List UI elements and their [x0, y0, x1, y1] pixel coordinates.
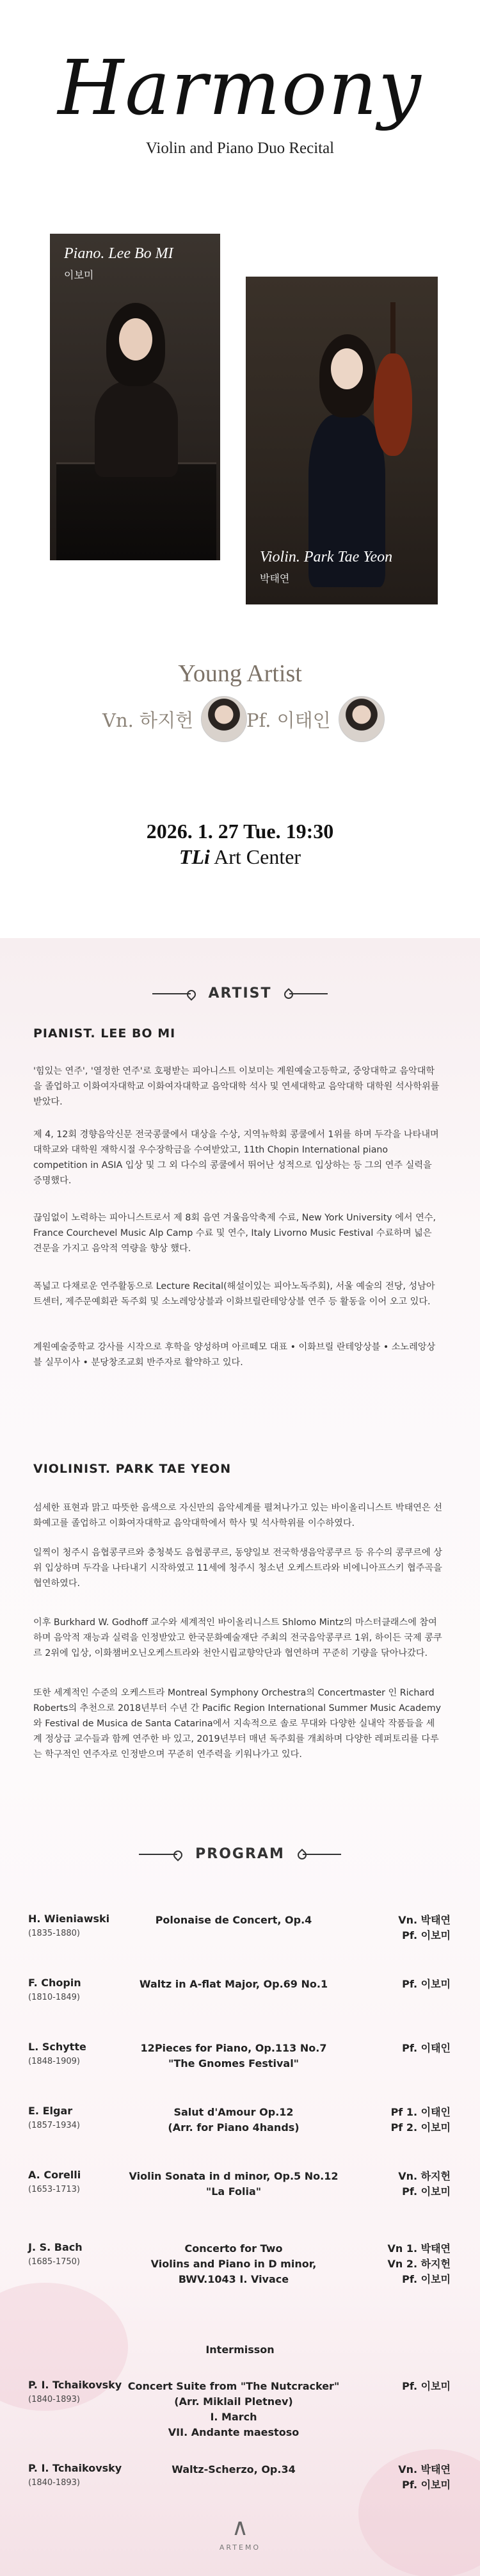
ornament-icon	[303, 1854, 341, 1855]
piece-title	[102, 2041, 365, 2071]
performer-name: Pf. 이보미	[402, 2185, 451, 2198]
performers	[388, 2241, 451, 2287]
composer-years: (1835-1880)	[28, 1929, 81, 1938]
footer-logo	[0, 2516, 480, 2552]
performers	[391, 2105, 451, 2135]
piece-title-line: Waltz in A-flat Major, Op.69 No.1	[139, 1978, 328, 1990]
piece-title-line: (Arr. Miklail Pletnev)	[174, 2395, 293, 2408]
violinist-paragraph: 섬세한 표현과 맑고 따뜻한 음색으로 자신만의 음악세계를 펼쳐나가고 있는 바이올리니스트 박태연은 선화예고를 졸업하고 이화여자대학교 음악대학에서 학사 및 석사학위를 이수하였다.	[33, 1503, 442, 1528]
young-artist-row	[0, 693, 480, 745]
artemo-logo-icon: ∧	[231, 2515, 249, 2541]
pianist-paragraph: 계원예술중학교 강사를 시작으로 후학을 양성하며 아르떼모 대표 • 이화브릴 란테앙상블 • 소노레앙상블 실무이사 • 분당창조교회 반주자로 활약하고 있다.	[33, 1342, 436, 1368]
piece-title-line: I. March	[210, 2411, 257, 2423]
young-artist-heading: Young Artist	[178, 660, 302, 687]
composer-name: J. S. Bach	[28, 2241, 83, 2253]
performers	[402, 2041, 451, 2056]
violinist-label: Violin. Park Tae Yeon	[260, 549, 393, 565]
composer-years: (1810-1849)	[28, 1993, 81, 2002]
piece-title-line: Concert Suite from "The Nutcracker"	[127, 2380, 340, 2392]
venue	[0, 845, 480, 869]
composer-years: (1848-1909)	[28, 2057, 81, 2066]
violinist-paragraph: 일찍이 청주시 음협콩쿠르와 충청북도 음협콩쿠르, 동양일보 전국학생음악콩쿠르 등 유수의 콩쿠르에 상위 입상하며 두각을 나타내기 시작하였고 11세에 청주시 청소년 오케스트라와 비에니아프스키 협주곡을 협연하였다.	[33, 1548, 442, 1589]
intermission-label: Intermisson	[205, 2344, 275, 2356]
composer-name: F. Chopin	[28, 1977, 81, 1989]
performer-name: Pf. 이보미	[402, 2380, 451, 2392]
performers	[398, 2462, 451, 2493]
piece-title-line: VII. Andante maestoso	[168, 2426, 300, 2438]
composer-years: (1653-1713)	[28, 2185, 81, 2194]
venue-logo: TLi	[179, 845, 210, 868]
composer-years: (1840-1893)	[28, 2395, 81, 2404]
details-section	[0, 938, 480, 2576]
ornament-icon	[152, 993, 191, 994]
young-artist-name: Pf. 이태인	[246, 709, 331, 731]
composer-name: L. Schytte	[28, 2041, 86, 2053]
violin-neck	[390, 302, 396, 360]
program-heading	[0, 1846, 480, 1862]
pianist-paragraph: 폭넓고 다채로운 연주활동으로 Lecture Recital(해설이있는 피아노독주회), 서울 예술의 전당, 성남아트센터, 제주문예회관 독주회 및 소노레앙상블과 이화브릴란테앙상블 연주 등 활동을 이어 오고 있다.	[33, 1281, 435, 1307]
piece-title-line: BWV.1043 I. Vivace	[178, 2273, 289, 2285]
performers	[402, 1977, 451, 1992]
performers	[402, 2379, 451, 2394]
pianist-label-kr: 이보미	[64, 269, 94, 281]
program-heading-text: PROGRAM	[195, 1846, 285, 1862]
pianist-photo	[50, 234, 220, 560]
composer-years: (1857-1934)	[28, 2121, 81, 2130]
performer-name: Pf. 이보미	[402, 1929, 451, 1941]
ornament-icon	[289, 993, 328, 994]
violin-icon	[374, 353, 412, 456]
violinist-paragraph: 또한 세계적인 수준의 오케스트라 Montreal Symphony Orchestra의 Concertmaster 인 Richard Roberts의 추천으로 2018년부터 수년 간 Pacific Region International Summer Music Academy와 Festival de Musica de Santa Catarina에서 지속적으로 솔로 무대와 다양한 실내악 작품들을 세계 정상급 교수들과 함께 연주한 바 있고, 2019년부터 매년 독주회를 개최하며 다양한 레퍼토리를 다루는 학구적인 연주자로 인정받으며 꾸준히 연주력을 키워나가고 있다.	[33, 1688, 442, 1760]
ornament-icon	[139, 1854, 177, 1855]
piece-title-line: Waltz-Scherzo, Op.34	[172, 2463, 296, 2475]
performer-name: Vn 2. 하지헌	[387, 2258, 451, 2270]
young-artist-name: Vn. 하지헌	[102, 709, 194, 731]
composer-name: P. I. Tchaikovsky	[28, 2462, 122, 2474]
piece-title-line: "The Gnomes Festival"	[168, 2057, 300, 2070]
piece-title-line: "La Folia"	[205, 2185, 262, 2198]
violinist-photo	[246, 277, 438, 604]
performer-name: Pf. 이보미	[402, 1978, 451, 1990]
composer-name: E. Elgar	[28, 2105, 73, 2117]
pianist-face	[119, 318, 152, 360]
piece-title	[102, 2379, 365, 2440]
hero-section	[0, 0, 480, 938]
pianist-paragraph: '힘있는 연주', '열정한 연주'로 호평받는 피아니스트 이보미는 계원예술고등학교, 중앙대학교 음악대학을 졸업하고 이화여자대학교 이화여자대학교 음악대학 석사 및 연세대학교 음악대학 대학원 석사학위를 받았다.	[33, 1066, 440, 1107]
piece-title	[102, 2462, 365, 2477]
artist-heading-text: ARTIST	[208, 985, 272, 1001]
performer-name: Pf 2. 이보미	[390, 2121, 451, 2134]
performer-name: Pf. 이보미	[402, 2273, 451, 2285]
performer-name: Vn 1. 박태연	[387, 2242, 451, 2255]
piece-title-line: Salut d'Amour Op.12	[173, 2106, 294, 2118]
composer-years: (1685-1750)	[28, 2257, 81, 2267]
pianist-label: Piano. Lee Bo MI	[64, 245, 173, 262]
piece-title	[102, 2105, 365, 2135]
pianist-heading: PIANIST. LEE BO MI	[33, 1026, 176, 1041]
piece-title-line: Concerto for Two	[184, 2242, 283, 2255]
young-artist-item	[102, 693, 247, 745]
performers	[398, 2169, 451, 2199]
concert-date: 2026. 1. 27 Tue. 19:30	[146, 820, 334, 843]
performer-name: Pf. 이보미	[402, 2479, 451, 2491]
footer-logo-text: ARTEMO	[219, 2543, 261, 2552]
artist-heading	[0, 985, 480, 1001]
violinist-heading: VIOLINIST. PARK TAE YEON	[33, 1462, 232, 1476]
composer-years: (1840-1893)	[28, 2478, 81, 2488]
pianist-paragraph: 제 4, 12회 경향음악신문 전국콩쿨에서 대상을 수상, 지역뉴학회 콩쿨에서 1위를 하며 두각을 나타내며 대학교와 대학원 재학시절 우수장학금을 수여받았고, 11th Chopin International piano competition in ASIA 입상 및 그 외 다수의 콩쿨에서 뛰어난 성적으로 입상하는 등 그의 연주 실력을 증명했다.	[33, 1130, 439, 1186]
performers	[398, 1913, 451, 1943]
avatar	[201, 696, 247, 742]
composer-name: A. Corelli	[28, 2169, 81, 2181]
main-title: Harmony	[58, 44, 422, 132]
piece-title-line: Polonaise de Concert, Op.4	[155, 1914, 312, 1926]
violinist-label-kr: 박태연	[260, 572, 290, 585]
subtitle: Violin and Piano Duo Recital	[145, 140, 335, 157]
performer-name: Vn. 박태연	[398, 1914, 451, 1926]
performer-name: Vn. 박태연	[398, 2463, 451, 2475]
pianist-figure	[95, 381, 178, 477]
performer-name: Pf 1. 이태인	[390, 2106, 451, 2118]
violinist-paragraph: 이후 Burkhard W. Godhoff 교수와 세계적인 바이올리니스트 Shlomo Mintz의 마스터클래스에 참여하며 음악적 재능과 실력을 인정받았고 한국문화예술재단 주최의 전국음악콩쿠르 1위, 하이든 국제 콩쿠르 2위에 입상, 이화챔버오닌오케스트라와 천안시립교향악단과 협연하며 꾸준히 기량을 닦아나갔다.	[33, 1617, 442, 1658]
piece-title	[102, 2169, 365, 2199]
venue-name: Art Center	[214, 845, 301, 868]
performer-name: Pf. 이태인	[402, 2042, 451, 2054]
piece-title	[102, 1977, 365, 1992]
piece-title-line: 12Pieces for Piano, Op.113 No.7	[140, 2042, 327, 2054]
performer-name: Vn. 하지헌	[398, 2170, 451, 2182]
violinist-face	[331, 348, 363, 389]
young-artist-item	[246, 693, 385, 745]
piece-title	[102, 1913, 365, 1928]
piece-title-line: Violins and Piano in D minor,	[150, 2258, 317, 2270]
avatar	[339, 696, 385, 742]
piece-title-line: Violin Sonata in d minor, Op.5 No.12	[129, 2170, 339, 2182]
composer-name: H. Wieniawski	[28, 1913, 110, 1925]
piece-title-line: (Arr. for Piano 4hands)	[168, 2121, 300, 2134]
piece-title	[102, 2241, 365, 2287]
composer-name: P. I. Tchaikovsky	[28, 2379, 122, 2391]
pianist-paragraph: 끊임없이 노력하는 피아니스트로서 제 8회 음연 겨울음악축제 수료, New York University 에서 연수, France Courchevel Music Alp Camp 수료 및 연수, Italy Livorno Music Festival 수료하며 넓은 견문을 가지고 음악적 역량을 향상 했다.	[33, 1213, 436, 1254]
